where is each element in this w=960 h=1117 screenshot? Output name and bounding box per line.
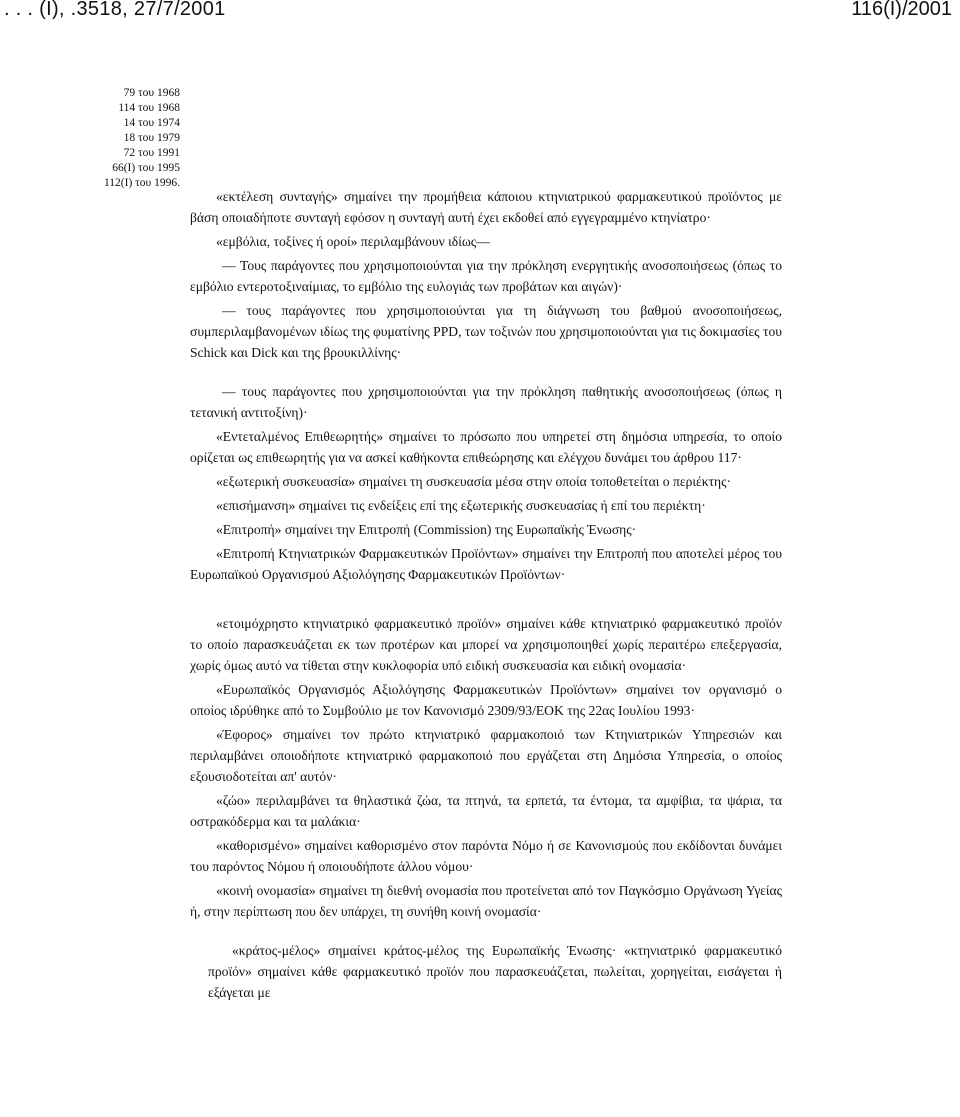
dash-item: — τους παράγοντες που χρησιμοποιούνται για τη διάγνωση του βαθμού ανοσοποιήσεως, συμπεριλαμβανομένων ιδίως της φυματίνης PPD, των τοξινών που χρησιμοποιούνται για τις δοκιμασίες του Schick και Dick και της βρουκιλλίνης· [190, 303, 782, 360]
margin-note: 14 του 1974 [123, 117, 180, 129]
definition-paragraph: «Έφορος» σημαίνει τον πρώτο κτηνιατρικό φαρμακοποιό των Κτηνιατρικών Υπηρεσιών και περιλαμβάνει οποιοδήποτε κτηνιατρικό φαρμακοποιό που εργάζεται στη Δημόσια Υπηρεσία, ο οποίος εξουσιοδοτείται απ' αυτόν· [190, 727, 782, 784]
page-header [0, 0, 960, 32]
dash-item: — τους παράγοντες που χρησιμοποιούνται για την πρόκληση παθητικής ανοσοποιήσεως (όπως η τετανική αντιτοξίνη)· [190, 384, 782, 420]
dash-item: — Τους παράγοντες που χρησιμοποιούνται για την πρόκληση ενεργητικής ανοσοποιήσεως (όπως το εμβόλιο εντεροτοξιναίμιας, το εμβόλιο της ευλογιάς των προβάτων και αιγών)· [190, 258, 782, 294]
law-number: 116(Ι)/2001 [851, 0, 952, 20]
definition-paragraph: «επισήμανση» σημαίνει τις ενδείξεις επί της εξωτερικής συσκευασίας ή επί του περιέκτη· [216, 498, 706, 513]
definition-paragraph: «κοινή ονομασία» σημαίνει τη διεθνή ονομασία που προτείνεται από τον Παγκόσμιο Οργάνωση Υγείας ή, στην περίπτωση που δεν υπάρχει, τη συνήθη κοινή ονομασία· [190, 883, 782, 919]
margin-note: 79 του 1968 [123, 87, 180, 99]
definition-paragraph: «εξωτερική συσκευασία» σημαίνει τη συσκευασία μέσα στην οποία τοποθετείται ο περιέκτης· [216, 474, 732, 489]
definition-paragraph: «καθορισμένο» σημαίνει καθορισμένο στον παρόντα Νόμο ή σε Κανονισμούς που εκδίδονται δυνάμει του παρόντος Νόμου ή οποιουδήποτε άλλου νόμου· [190, 838, 782, 874]
margin-note: 112(Ι) του 1996. [103, 177, 180, 189]
definition-paragraph: «ζώο» περιλαμβάνει τα θηλαστικά ζώα, τα πτηνά, τα ερπετά, τα έντομα, τα αμφίβια, τα ψάρια, τα οστρακόδερμα και τα μαλάκια· [190, 793, 782, 829]
definition-paragraph: «Ευρωπαϊκός Οργανισμός Αξιολόγησης Φαρμακευτικών Προϊόντων» σημαίνει τον οργανισμό ο οποίος ιδρύθηκε από το Συμβούλιο με τον Κανονισμό 2309/93/ΕΟΚ της 22ας Ιουλίου 1993· [190, 682, 782, 718]
margin-notes [96, 86, 180, 191]
definition-paragraph: «Επιτροπή» σημαίνει την Επιτροπή (Commission) της Ευρωπαϊκής Ένωσης· [216, 522, 637, 537]
gazette-reference: . . . (Ι), .3518, 27/7/2001 [4, 0, 226, 20]
margin-note: 114 του 1968 [118, 102, 180, 114]
margin-note: 72 του 1991 [123, 147, 180, 159]
definition-paragraph: «Επιτροπή Κτηνιατρικών Φαρμακευτικών Προϊόντων» σημαίνει την Επιτροπή που αποτελεί μέρος του Ευρωπαϊκού Οργανισμού Αξιολόγησης Φαρμακευτικών Προϊόντων· [190, 546, 782, 582]
margin-note: 66(Ι) του 1995 [112, 162, 180, 174]
margin-note: 18 του 1979 [123, 132, 180, 144]
definition-paragraph: «εκτέλεση συνταγής» σημαίνει την προμήθεια κάποιου κτηνιατρικού φαρμακευτικού προϊόντος με βάση οποιαδήποτε συνταγή εφόσον η συνταγή αυτή έχει εκδοθεί από εγγεγραμμένο κτηνίατρο· [190, 189, 782, 225]
definition-paragraph: «Εντεταλμένος Επιθεωρητής» σημαίνει το πρόσωπο που υπηρετεί στη δημόσια υπηρεσία, το οποίο ορίζεται ως επιθεωρητής για να ασκεί καθήκοντα επιθεώρησης και ελέγχου δυνάμει του άρθρου 117· [190, 429, 782, 465]
definition-paragraph: «εμβόλια, τοξίνες ή οροί» περιλαμβάνουν ιδίως— [216, 234, 490, 249]
definition-paragraph: «ετοιμόχρηστο κτηνιατρικό φαρμακευτικό προϊόν» σημαίνει κάθε κτηνιατρικό φαρμακευτικό προϊόν το οποίο παρασκευάζεται εκ των προτέρων και μπορεί να χρησιμοποιηθεί χωρίς περαιτέρω επεξεργασία, χωρίς όμως αυτό να τίθεται στην κυκλοφορία υπό ειδική συσκευασία και ειδική ονομασία· [190, 616, 782, 673]
definition-paragraph: «κράτος-μέλος» σημαίνει κράτος-μέλος της Ευρωπαϊκής Ένωσης· «κτηνιατρικό φαρμακευτικό προϊόν» σημαίνει κάθε φαρμακευτικό προϊόν που παρασκευάζεται, πωλείται, χορηγείται, εισάγεται ή εξάγεται με [208, 943, 782, 1000]
document-body [190, 186, 782, 1006]
